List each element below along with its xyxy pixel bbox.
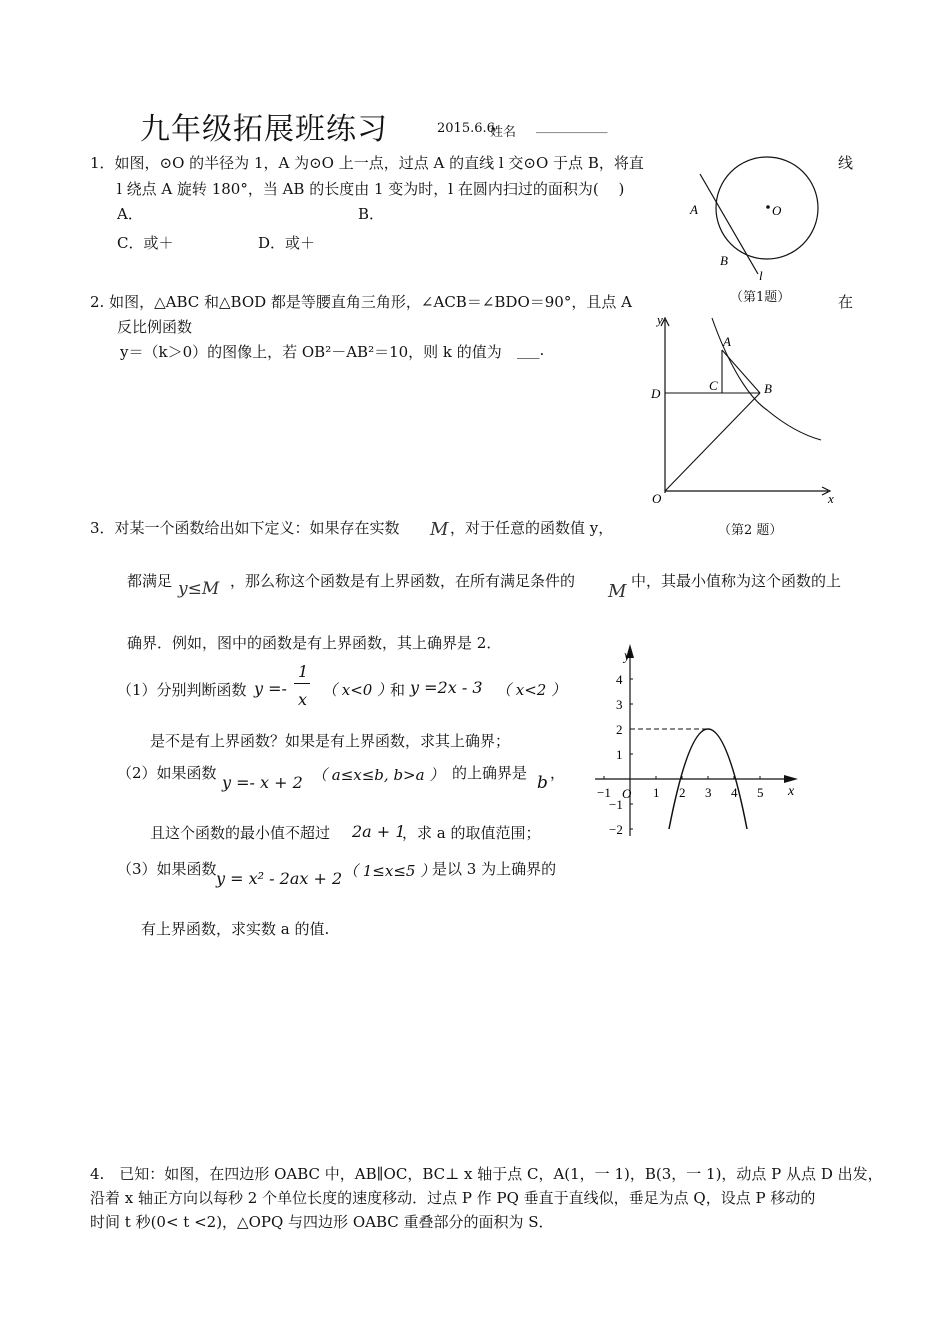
q3-part2b: 的上确界是: [452, 764, 528, 782]
q2-label-d: D: [651, 386, 661, 401]
q3-ytick-label: 1: [616, 747, 623, 762]
q2-segment-ab: [722, 350, 760, 393]
q2-label-a: A: [723, 334, 731, 349]
q2-label-y: y: [657, 312, 663, 327]
q3-m1: M: [430, 519, 449, 540]
q3-part2a: （2）如果函数: [117, 764, 217, 782]
q2-line1: 2. 如图，△ABC 和△BOD 都是等腰直角三角形，∠ACB＝∠BDO＝90°，且点 A: [90, 293, 632, 311]
q1-line1-end: 线: [838, 154, 854, 172]
q3-graph: [590, 640, 810, 845]
q2-label-c: C: [709, 378, 718, 393]
q3-line1: 3．对某一个函数给出如下定义：如果存在实数: [90, 519, 400, 537]
q3-part3-cond: （ 1≤x≤5 ）: [343, 862, 436, 880]
q3-line2c: 中，其最小值称为这个函数的上: [631, 572, 842, 590]
q3-xtick-label: 1: [653, 785, 660, 800]
q3-ytick-label: 2: [616, 722, 623, 737]
q3-part1b: 是不是有上界函数？如果是有上界函数，求其上确界；: [150, 732, 511, 750]
q3-part2e: ，求 a 的取值范围；: [402, 824, 541, 842]
q3-label-y: y: [624, 649, 631, 664]
q2-caption: （第2 题）: [718, 523, 783, 538]
q1-option-b: B．: [358, 205, 385, 223]
q3-part2c: ，: [550, 764, 566, 782]
name-label: 姓名: [490, 125, 517, 140]
q2-figure: [645, 310, 845, 510]
page-title: 九年级拓展班练习: [140, 112, 388, 147]
date: 2015.6.6: [437, 121, 495, 136]
q2-label-b: B: [764, 381, 772, 396]
q3-part3-func: y = x² - 2ax + 2: [216, 869, 343, 888]
q1-line2: l 绕点 A 旋转 180°，当 AB 的长度由 1 变为时，l 在圆内扫过的面积为( ): [117, 180, 625, 198]
q3-frac-bar: [294, 683, 310, 684]
q3-ticks: [604, 679, 760, 829]
q3-line2-math: y≤M: [178, 579, 220, 599]
q3-xtick-label: −1: [597, 785, 611, 800]
q3-frac-num: 1: [298, 662, 309, 681]
q3-line2a: 都满足: [127, 572, 173, 590]
q1-caption: （第1题）: [730, 290, 791, 305]
q3-label-x: x: [788, 784, 795, 799]
q3-part1-y2: y =2x - 3: [410, 678, 483, 697]
q3-part3a: （3）如果函数: [117, 860, 217, 878]
q1-option-a: A．: [117, 205, 143, 223]
q3-part2d: 且这个函数的最小值不超过: [150, 824, 331, 842]
q4-line1: 4. 已知：如图，在四边形 OABC 中，AB∥OC，BC⊥ x 轴于点 C，A(1，一 1)，B(3，一 1)，动点 P 从点 D 出发，: [90, 1165, 883, 1183]
q3-ytick-label: −1: [609, 797, 623, 812]
q1-label-a: A: [690, 202, 698, 217]
q3-ytick-label: 3: [616, 697, 623, 712]
q1-center-dot: [766, 205, 770, 209]
q2-answer-blank[interactable]: ___.: [517, 341, 545, 359]
q2-label-x: x: [828, 491, 834, 506]
q3-part1a: （1）分别判断函数: [117, 681, 247, 699]
q4-line3: 时间 t 秒(0< t <2)，△OPQ 与四边形 OABC 重叠部分的面积为 S．: [90, 1213, 554, 1231]
q3-part2-expr: 2a + 1: [352, 822, 406, 841]
q3-xtick-label: 2: [679, 785, 686, 800]
q3-line2b: ，那么称这个函数是有上界函数，在所有满足条件的: [230, 572, 576, 590]
q2-line3: y＝（k＞0）的图像上，若 OB²－AB²＝10，则 k 的值为: [120, 343, 502, 361]
q3-part1-and: 和: [390, 681, 406, 699]
q2-line1-end: 在: [838, 293, 854, 311]
q1-option-c: C．或＋: [117, 234, 174, 252]
q3-label-origin: O: [622, 786, 632, 801]
q2-segment-ob: [665, 393, 760, 491]
q3-m2: M: [608, 581, 627, 602]
q3-xtick-label: 5: [757, 785, 764, 800]
q3-line1b: ，对于任意的函数值 y，: [450, 519, 614, 537]
q1-label-l: l: [759, 268, 763, 283]
q1-line1: 1．如图，⊙O 的半径为 1，A 为⊙O 上一点，过点 A 的直线 l 交⊙O 于点 B，将直: [90, 154, 644, 172]
q3-x-arrow: [784, 775, 798, 783]
q3-part2-cond: （ a≤x≤b, b>a ）: [312, 766, 445, 784]
q3-frac-den: x: [298, 690, 308, 709]
q2-line2: 反比例函数: [117, 318, 193, 336]
q3-part3b: 是以 3 为上确界的: [432, 860, 557, 878]
name-blank[interactable]: ___________: [536, 119, 608, 134]
q3-line3: 确界．例如，图中的函数是有上界函数，其上确界是 2．: [127, 634, 502, 652]
q3-part1-y1: y =-: [254, 679, 287, 698]
q3-xtick-label: 4: [731, 785, 738, 800]
q2-label-o: O: [652, 491, 662, 506]
q3-part2-b: b: [537, 773, 548, 793]
q1-line-l: [700, 174, 758, 274]
q1-label-b: B: [720, 253, 728, 268]
q1-figure: [680, 148, 830, 308]
q3-part2-func: y =- x + 2: [222, 773, 303, 792]
q3-part3c: 有上界函数，求实数 a 的值.: [141, 920, 330, 938]
q1-option-d: D．或＋: [258, 234, 316, 252]
q4-line2: 沿着 x 轴正方向以每秒 2 个单位长度的速度移动．过点 P 作 PQ 垂直于直线似，垂足为点 Q，设点 P 移动的: [90, 1189, 816, 1207]
q3-part1-cond1: （ x<0 ）: [322, 681, 393, 699]
q1-label-o: O: [772, 203, 782, 218]
q3-ytick-label: −2: [609, 822, 623, 837]
q3-xtick-label: 3: [705, 785, 712, 800]
q3-part1-cond2: （ x<2 ）: [496, 681, 567, 699]
q3-ytick-label: 4: [616, 672, 623, 687]
